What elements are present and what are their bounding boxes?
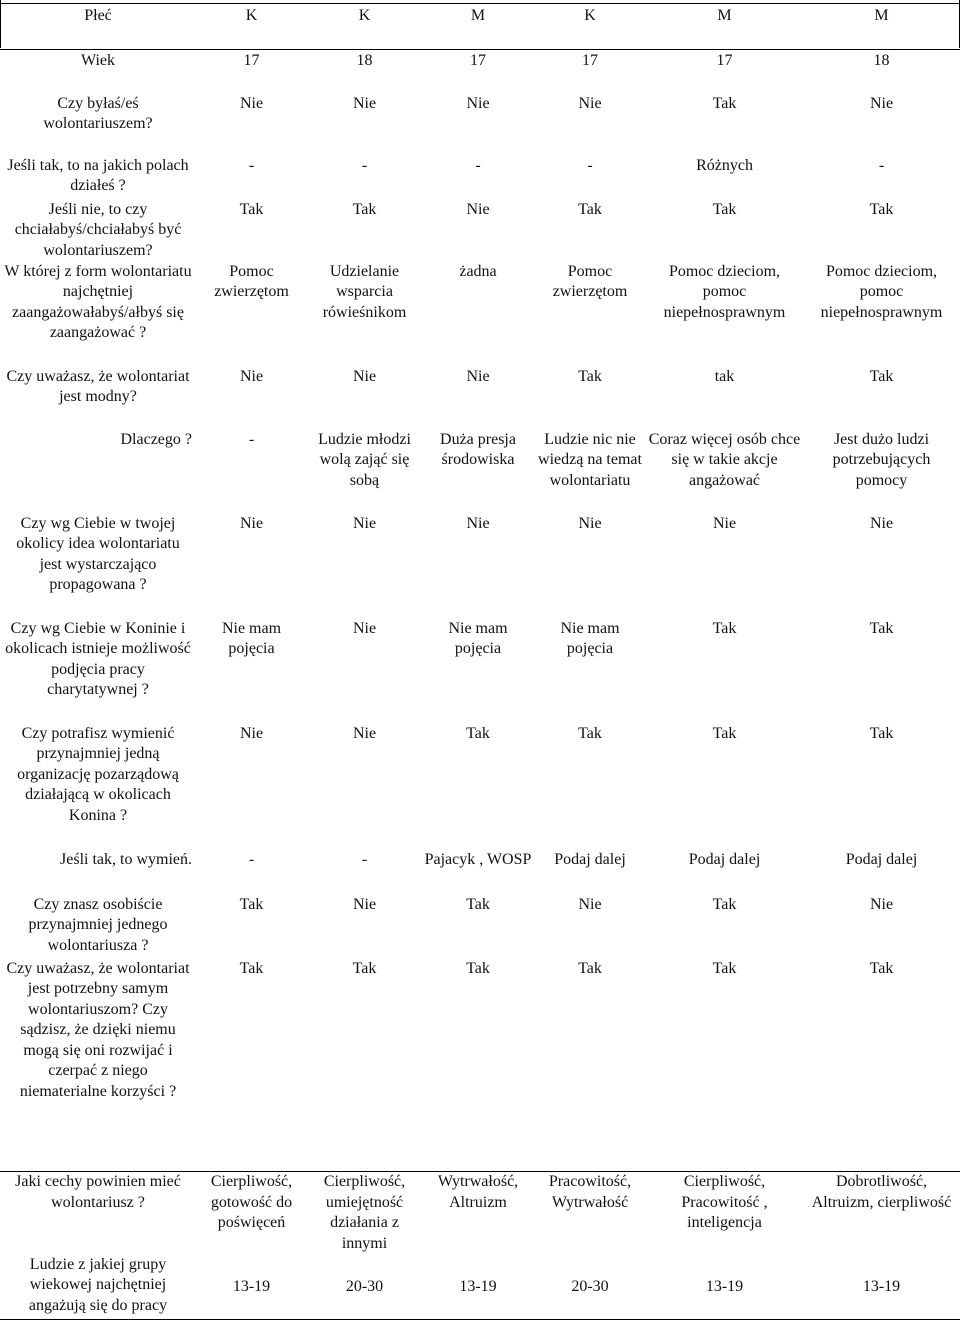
answer-cell: Nie bbox=[466, 200, 490, 218]
question-cell: W której z form wolontariatu najchętniej zaangażowałabyś/ałbyś się zaangażować ? bbox=[4, 262, 192, 341]
answer-cell: Tak bbox=[712, 619, 737, 637]
answer-cell: 17 bbox=[582, 52, 598, 69]
row-wolontariusz bbox=[0, 94, 960, 156]
answer-cell: 17 bbox=[470, 52, 486, 69]
question-cell: Czy znasz osobiście przynajmniej jednego wolontariusza ? bbox=[28, 895, 168, 954]
answer-cell: żadna bbox=[459, 262, 497, 280]
answer-cell: Nie bbox=[239, 367, 264, 385]
row-grupa-wiekowa bbox=[0, 1255, 960, 1320]
answer-cell: - bbox=[587, 156, 593, 174]
answer-cell: Nie bbox=[352, 895, 377, 913]
question-cell: Czy potrafisz wymienić przynajmniej jedną organizację pozarządową działającą w okolicach Konina ? bbox=[17, 724, 179, 824]
answer-cell: Wytrwałość, Altruizm bbox=[437, 1173, 519, 1211]
survey-table-continued bbox=[0, 1171, 960, 1320]
answer-cell: Nie bbox=[352, 367, 377, 385]
answer-cell: M bbox=[646, 4, 803, 50]
answer-cell: tak bbox=[714, 367, 735, 385]
answer-cell: Tak bbox=[578, 959, 602, 977]
answer-cell: Tak bbox=[352, 959, 377, 977]
answer-cell: Tak bbox=[466, 895, 490, 913]
row-chcialbys bbox=[0, 200, 960, 262]
answer-cell: Nie mam pojęcia bbox=[560, 619, 620, 657]
answer-cell: Nie bbox=[466, 514, 490, 532]
answer-cell: Nie bbox=[578, 514, 602, 532]
answer-cell: Nie bbox=[239, 724, 264, 742]
row-organizacja bbox=[0, 724, 960, 850]
question-cell: Czy wg Ciebie w Koninie i okolicach istnieje możliwość podjęcia pracy charytatywnej ? bbox=[5, 619, 191, 698]
answer-cell: Tak bbox=[578, 367, 602, 385]
row-propagowana bbox=[0, 514, 960, 619]
answer-cell: Różnych bbox=[696, 156, 753, 174]
row-dlaczego bbox=[0, 430, 960, 514]
answer-cell: Tak bbox=[712, 895, 737, 913]
answer-cell: Tak bbox=[466, 959, 490, 977]
answer-cell: Podaj dalej bbox=[688, 850, 761, 868]
question-cell: Czy uważasz, że wolontariat jest potrzebny samym wolontariuszom? Czy sądzisz, że dzięki niemu mogą się oni rozwijać i czerpać z niego niematerialne korzyści ? bbox=[6, 959, 190, 1100]
answer-cell: Tak bbox=[466, 724, 490, 742]
answer-cell: Tak bbox=[578, 200, 602, 218]
question-cell: Wiek bbox=[80, 52, 115, 69]
answer-cell: Pomoc dzieciom, pomoc niepełnosprawnym bbox=[820, 262, 943, 321]
question-cell: Czy wg Ciebie w twojej okolicy idea wolontariatu jest wystarczająco propagowana ? bbox=[16, 514, 180, 593]
answer-cell: Podaj dalej bbox=[845, 850, 918, 868]
answer-cell: Pomoc dzieciom, pomoc niepełnosprawnym bbox=[663, 262, 786, 321]
answer-cell: 20-30 bbox=[345, 1277, 384, 1295]
answer-cell: Nie bbox=[869, 895, 894, 913]
answer-cell: 13-19 bbox=[862, 1277, 901, 1295]
answer-cell: Tak bbox=[239, 895, 264, 913]
row-plec bbox=[0, 4, 960, 50]
answer-cell: Nie mam pojęcia bbox=[448, 619, 508, 657]
answer-cell: Tak bbox=[578, 724, 602, 742]
row-potrzebny bbox=[0, 959, 960, 1149]
answer-cell: Udzielanie wsparcia rówieśnikom bbox=[322, 262, 407, 321]
question-cell: Dlaczego ? bbox=[120, 430, 192, 448]
answer-cell: Nie bbox=[712, 514, 737, 532]
answer-cell: Tak bbox=[869, 200, 894, 218]
answer-cell: Pomoc zwierzętom bbox=[214, 262, 289, 300]
answer-cell: Pajacyk , WOSP bbox=[424, 850, 532, 868]
answer-cell: Tak bbox=[869, 619, 894, 637]
answer-cell: 20-30 bbox=[571, 1277, 609, 1295]
answer-cell: Coraz więcej osób chce się w takie akcje angażować bbox=[648, 430, 801, 489]
answer-cell: Nie bbox=[352, 724, 377, 742]
answer-cell: Dobrotliwość, Altruizm, cierpliwość bbox=[811, 1173, 952, 1211]
answer-cell: - bbox=[248, 430, 255, 448]
answer-cell: Nie bbox=[466, 367, 490, 385]
survey-table bbox=[0, 3, 960, 1149]
row-cechy bbox=[0, 1172, 960, 1255]
row-znasz bbox=[0, 895, 960, 959]
answer-cell: 17 bbox=[243, 52, 260, 69]
answer-cell: - bbox=[248, 850, 255, 868]
answer-cell: Tak bbox=[239, 959, 264, 977]
answer-cell: - bbox=[248, 156, 255, 174]
question-cell: Czy uważasz, że wolontariat jest modny? bbox=[6, 367, 190, 405]
answer-cell: Nie bbox=[352, 94, 377, 112]
answer-cell: - bbox=[878, 156, 885, 174]
question-cell: Jeśli tak, to na jakich polach działeś ? bbox=[7, 156, 189, 194]
answer-cell: M bbox=[803, 4, 960, 50]
question-cell: Jeśli tak, to wymień. bbox=[60, 850, 192, 868]
answer-cell: Cierpliwość, umiejętność działania z innymi bbox=[323, 1173, 406, 1252]
row-charytatywna bbox=[0, 619, 960, 724]
answer-cell: Tak bbox=[712, 94, 737, 112]
answer-cell: Tak bbox=[869, 367, 894, 385]
question-cell: Ludzie z jakiej grupy wiekowej najchętniej angażują się do pracy bbox=[28, 1255, 168, 1314]
row-wymien bbox=[0, 850, 960, 895]
answer-cell: Ludzie młodzi wolą zająć się sobą bbox=[318, 430, 411, 489]
row-forma bbox=[0, 262, 960, 367]
question-cell: Jeśli nie, to czy chciałabyś/chciałabyś być wolontariuszem? bbox=[14, 200, 182, 259]
answer-cell: 17 bbox=[716, 52, 733, 69]
question-cell: Czy byłaś/eś wolontariuszem? bbox=[43, 94, 153, 132]
answer-cell: Nie bbox=[352, 514, 377, 532]
answer-cell: Nie bbox=[869, 94, 894, 112]
answer-cell: Nie bbox=[239, 514, 264, 532]
answer-cell: Tak bbox=[869, 724, 894, 742]
answer-cell: Pomoc zwierzętom bbox=[552, 262, 628, 300]
answer-cell: K bbox=[196, 4, 307, 50]
answer-cell: Ludzie nic nie wiedzą na temat wolontariatu bbox=[538, 430, 642, 489]
answer-cell: Tak bbox=[869, 959, 894, 977]
answer-cell: 13-19 bbox=[705, 1277, 744, 1295]
answer-cell: Cierpliwość, gotowość do poświęceń bbox=[210, 1173, 293, 1231]
answer-cell: Nie bbox=[352, 619, 377, 637]
answer-cell: Nie bbox=[578, 94, 602, 112]
answer-cell: Jest dużo ludzi potrzebujących pomocy bbox=[832, 430, 931, 489]
answer-cell: Nie bbox=[239, 94, 264, 112]
answer-cell: Tak bbox=[712, 200, 737, 218]
answer-cell: Nie bbox=[578, 895, 602, 913]
answer-cell: Pracowitość, Wytrwałość bbox=[548, 1173, 632, 1211]
answer-cell: 13-19 bbox=[232, 1277, 271, 1295]
answer-cell: K bbox=[307, 4, 422, 50]
answer-cell: Tak bbox=[352, 200, 377, 218]
answer-cell: Tak bbox=[239, 200, 264, 218]
answer-cell: Nie bbox=[466, 94, 490, 112]
answer-cell: Nie mam pojęcia bbox=[221, 619, 282, 657]
answer-cell: - bbox=[361, 850, 368, 868]
answer-cell: - bbox=[475, 156, 481, 174]
answer-cell: 13-19 bbox=[459, 1277, 497, 1295]
answer-cell: Podaj dalej bbox=[554, 850, 626, 868]
answer-cell: - bbox=[361, 156, 368, 174]
answer-cell: 18 bbox=[873, 52, 890, 69]
question-cell: Płeć bbox=[0, 4, 196, 50]
answer-cell: Cierpliwość, Pracowitość , inteligencja bbox=[681, 1173, 768, 1231]
answer-cell: Nie bbox=[869, 514, 894, 532]
answer-cell: 18 bbox=[356, 52, 373, 69]
answer-cell: Duża presja środowiska bbox=[440, 430, 516, 468]
row-wiek bbox=[0, 50, 960, 94]
answer-cell: Tak bbox=[712, 959, 737, 977]
answer-cell: Tak bbox=[712, 724, 737, 742]
table-left-border bbox=[0, 0, 1, 48]
answer-cell: M bbox=[422, 4, 534, 50]
question-cell: Jaki cechy powinien mieć wolontariusz ? bbox=[15, 1173, 181, 1211]
row-pola bbox=[0, 156, 960, 200]
answer-cell: K bbox=[534, 4, 646, 50]
row-modny bbox=[0, 367, 960, 430]
